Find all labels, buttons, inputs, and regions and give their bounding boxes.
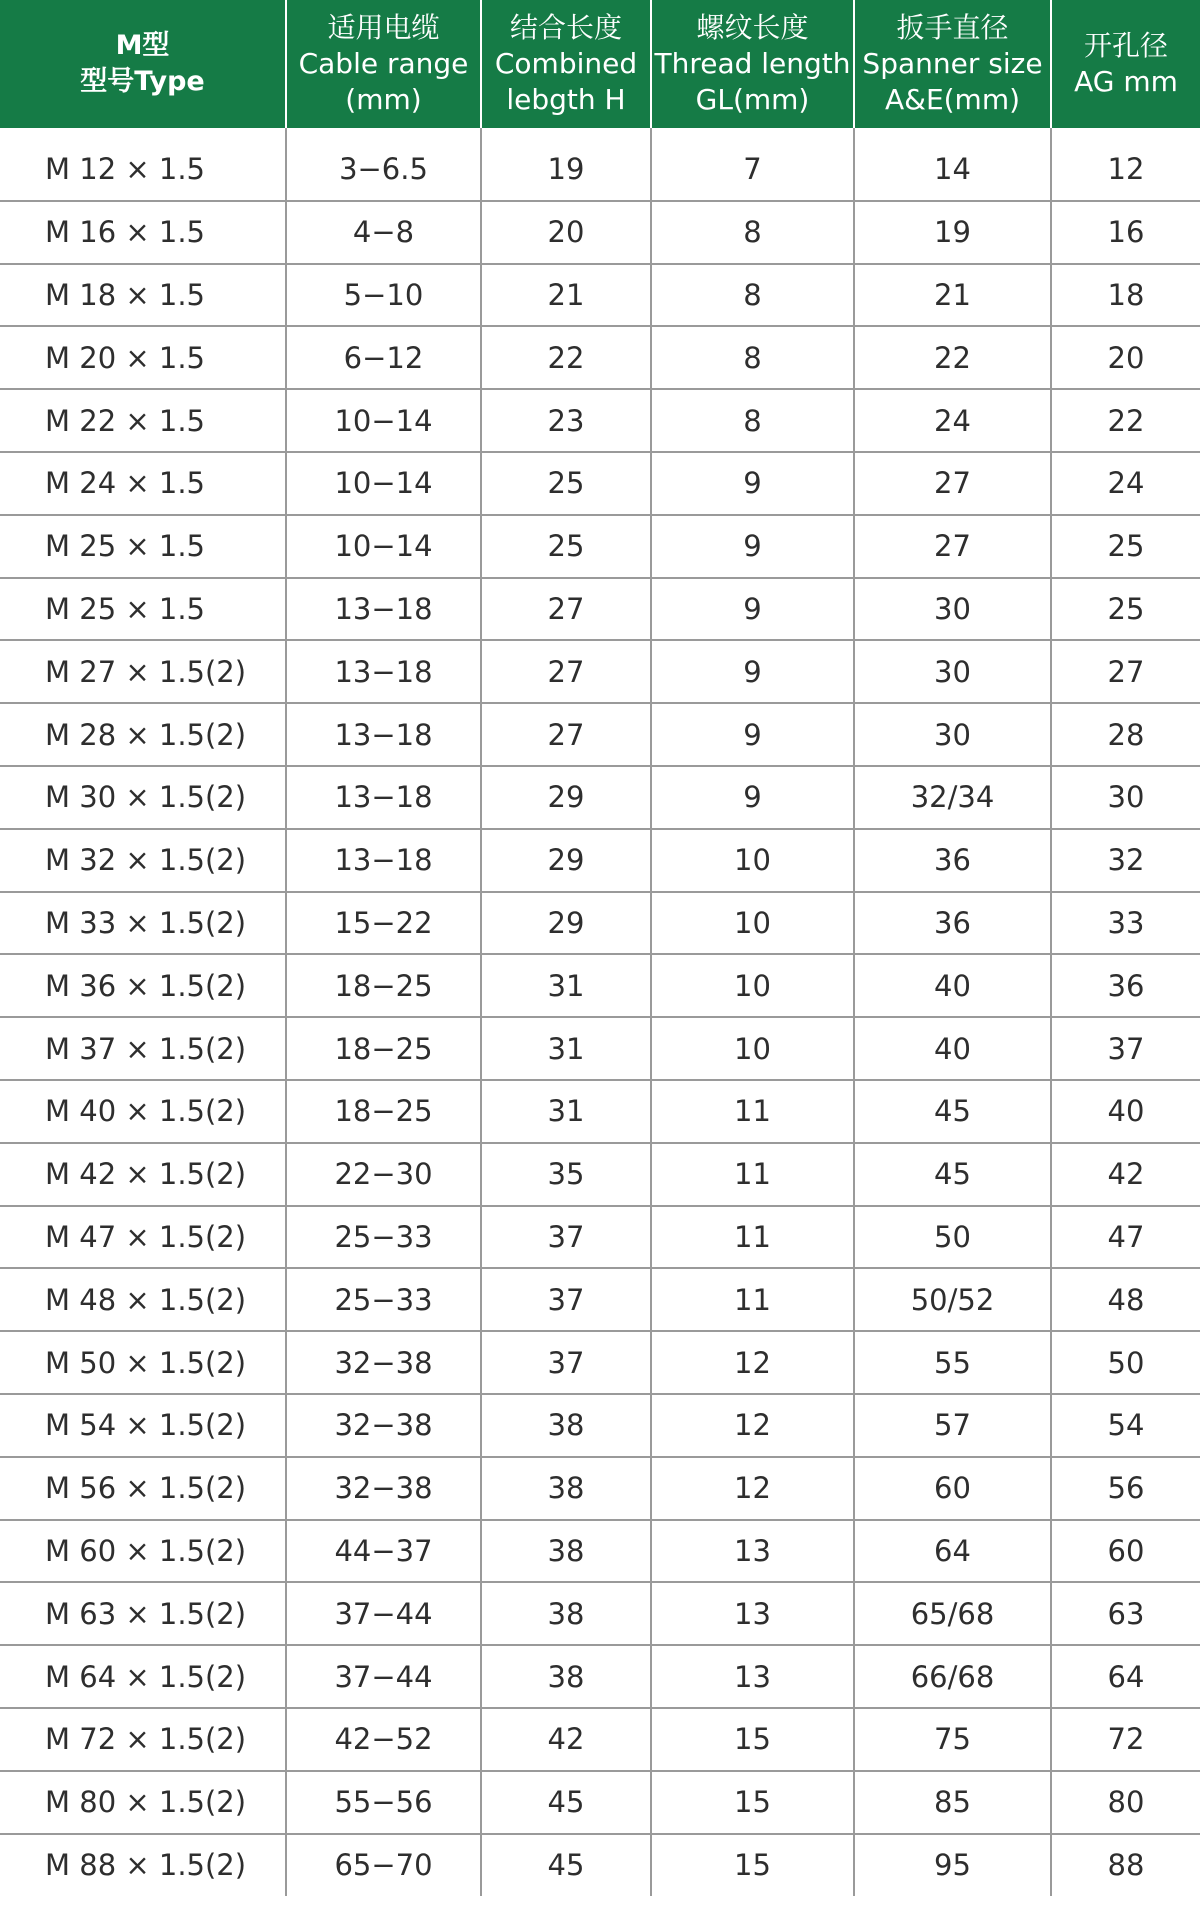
thread-length-cell: 12 [651,1457,854,1520]
table-row [0,326,1200,389]
thread-length-cell: 7 [651,138,854,201]
header-type-line-1: M型 [115,30,170,61]
type-cell: M 12 × 1.5 [0,138,286,201]
combined-length-cell: 37 [481,1268,651,1331]
header-combined-length [481,0,651,128]
table-row [0,578,1200,641]
header-spanner-size [854,0,1051,128]
header-combined-length-line-1: 结合长度 [509,11,622,44]
cable-range-cell: 18−25 [286,1017,481,1080]
table-row [0,892,1200,955]
spacer-cell [0,128,286,138]
spanner-size-cell: 36 [854,892,1051,955]
hole-diameter-cell: 16 [1051,201,1200,264]
thread-length-cell: 13 [651,1520,854,1583]
spacer-cell [481,128,651,138]
thread-length-cell: 8 [651,201,854,264]
combined-length-cell: 38 [481,1394,651,1457]
table-row [0,829,1200,892]
cable-range-cell: 32−38 [286,1331,481,1394]
table-row [0,1520,1200,1583]
spacer-cell [854,128,1051,138]
type-cell: M 30 × 1.5(2) [0,766,286,829]
header-type [0,0,286,128]
header-thread-length-line-1: 螺纹长度 [696,11,809,44]
header-spanner-size-line-3: A&E(mm) [884,83,1021,116]
cable-range-cell: 25−33 [286,1268,481,1331]
thread-length-cell: 15 [651,1834,854,1897]
hole-diameter-cell: 20 [1051,326,1200,389]
cable-range-cell: 65−70 [286,1834,481,1897]
combined-length-cell: 42 [481,1708,651,1771]
type-cell: M 18 × 1.5 [0,264,286,327]
type-cell: M 40 × 1.5(2) [0,1080,286,1143]
cable-range-cell: 18−25 [286,1080,481,1143]
hole-diameter-cell: 88 [1107,1848,1145,1883]
type-cell: M 42 × 1.5(2) [0,1143,286,1206]
type-cell: M 32 × 1.5(2) [0,829,286,892]
combined-length-cell: 38 [481,1457,651,1520]
thread-length-cell: 15 [651,1708,854,1771]
cable-range-cell: 13−18 [286,766,481,829]
cable-range-cell: 37−44 [286,1645,481,1708]
cable-range-cell: 42−52 [286,1708,481,1771]
hole-diameter-cell: 42 [1051,1143,1200,1206]
combined-length-cell: 35 [481,1143,651,1206]
type-cell: M 25 × 1.5 [0,515,286,578]
header-cable-range-line-3: (mm) [345,83,422,116]
thread-length-cell: 10 [651,1017,854,1080]
thread-length-cell: 9 [651,578,854,641]
spanner-size-cell: 75 [854,1708,1051,1771]
header-cable-range-line-2: Cable range [298,47,469,80]
table-row [0,640,1200,703]
hole-diameter-cell: 56 [1051,1457,1200,1520]
spanner-size-cell: 24 [854,389,1051,452]
type-cell: M 28 × 1.5(2) [0,703,286,766]
combined-length-cell: 25 [481,515,651,578]
combined-length-cell: 31 [481,954,651,1017]
type-cell: M 56 × 1.5(2) [0,1457,286,1520]
spacer-cell [651,128,854,138]
type-cell: M 50 × 1.5(2) [0,1331,286,1394]
spanner-size-cell: 40 [854,954,1051,1017]
cable-range-cell: 10−14 [286,389,481,452]
cable-range-cell: 32−38 [286,1457,481,1520]
combined-length-cell: 29 [481,766,651,829]
type-cell: M 27 × 1.5(2) [0,640,286,703]
table-row [0,1331,1200,1394]
table-row [0,703,1200,766]
thread-length-cell: 12 [651,1331,854,1394]
table-body [0,128,1200,1896]
header-spacer [0,128,1200,138]
spanner-size-cell: 27 [854,515,1051,578]
hole-diameter-cell: 50 [1051,1331,1200,1394]
cable-range-cell: 13−18 [286,578,481,641]
hole-diameter-cell: 47 [1051,1206,1200,1269]
spanner-size-cell: 14 [854,138,1051,201]
table-row [0,138,1200,201]
spanner-size-cell: 50/52 [854,1268,1051,1331]
header-thread-length [651,0,854,128]
thread-length-cell: 13 [651,1582,854,1645]
hole-diameter-cell: 28 [1051,703,1200,766]
header-thread-length-line-3: GL(mm) [695,83,810,116]
table-row [0,954,1200,1017]
table-row [0,1017,1200,1080]
spanner-size-cell: 30 [854,703,1051,766]
hole-diameter-cell: 18 [1051,264,1200,327]
cable-range-cell: 4−8 [286,201,481,264]
combined-length-cell: 22 [481,326,651,389]
spanner-size-cell: 66/68 [854,1645,1051,1708]
thread-length-cell: 11 [651,1143,854,1206]
hole-diameter-cell: 64 [1051,1645,1200,1708]
table-row [0,766,1200,829]
cable-range-cell: 44−37 [286,1520,481,1583]
spanner-size-cell: 36 [854,829,1051,892]
cable-range-cell: 18−25 [286,954,481,1017]
combined-length-cell: 31 [481,1080,651,1143]
hole-diameter-cell: 24 [1051,452,1200,515]
combined-length-cell: 37 [481,1206,651,1269]
spanner-size-cell: 40 [854,1017,1051,1080]
spanner-size-cell: 22 [854,326,1051,389]
thread-length-cell: 11 [651,1080,854,1143]
spanner-size-cell: 55 [854,1331,1051,1394]
type-cell: M 24 × 1.5 [0,452,286,515]
header-combined-length-line-2: Combined [494,47,638,80]
spanner-size-cell: 30 [854,640,1051,703]
combined-length-cell: 21 [481,264,651,327]
spanner-size-cell: 32/34 [854,766,1051,829]
hole-diameter-cell: 33 [1051,892,1200,955]
combined-length-cell: 19 [481,138,651,201]
type-cell: M 54 × 1.5(2) [0,1394,286,1457]
type-cell: M 36 × 1.5(2) [0,954,286,1017]
table-row [0,1834,1200,1897]
header-hole-diameter-line-2: AG mm [1074,65,1178,98]
table-row [0,1143,1200,1206]
hole-diameter-cell: 32 [1051,829,1200,892]
hole-diameter-cell: 60 [1051,1520,1200,1583]
type-cell: M 22 × 1.5 [0,389,286,452]
hole-diameter-cell: 63 [1051,1582,1200,1645]
table-row [0,1268,1200,1331]
table-row [0,1771,1200,1834]
hole-diameter-cell: 37 [1051,1017,1200,1080]
cable-range-cell: 32−38 [286,1394,481,1457]
combined-length-cell: 25 [481,452,651,515]
type-cell: M 16 × 1.5 [0,201,286,264]
header-combined-length-line-3: lebgth H [506,83,626,116]
cable-range-cell: 10−14 [286,452,481,515]
table-row [0,389,1200,452]
spanner-size-cell: 45 [854,1143,1051,1206]
thread-length-cell: 9 [651,452,854,515]
combined-length-cell: 38 [481,1645,651,1708]
cable-range-cell: 3−6.5 [286,138,481,201]
spanner-size-cell: 27 [854,452,1051,515]
combined-length-cell: 37 [481,1331,651,1394]
cable-range-cell: 5−10 [286,264,481,327]
combined-length-cell: 27 [481,640,651,703]
thread-length-cell: 9 [651,766,854,829]
table-row [0,1457,1200,1520]
hole-diameter-cell: 22 [1051,389,1200,452]
cable-range-cell: 13−18 [286,829,481,892]
combined-length-cell: 23 [481,389,651,452]
header-row [0,0,1200,128]
table-row [0,1394,1200,1457]
thread-length-cell: 11 [651,1206,854,1269]
type-cell: M 64 × 1.5(2) [0,1645,286,1708]
hole-diameter-cell: 12 [1051,138,1200,201]
header-cable-range-line-1: 适用电缆 [327,11,440,44]
type-cell: M 48 × 1.5(2) [0,1268,286,1331]
thread-length-cell: 8 [651,326,854,389]
table-row [0,1708,1200,1771]
table-row [0,201,1200,264]
table-row [0,1080,1200,1143]
cable-range-cell: 10−14 [286,515,481,578]
thread-length-cell: 10 [651,954,854,1017]
thread-length-cell: 13 [651,1645,854,1708]
table-header [0,0,1200,128]
spanner-size-cell: 50 [854,1206,1051,1269]
combined-length-cell: 38 [481,1582,651,1645]
thread-length-cell: 9 [651,703,854,766]
hole-diameter-cell: 25 [1051,578,1200,641]
spanner-size-cell: 30 [854,578,1051,641]
spanner-size-cell: 65/68 [854,1582,1051,1645]
spanner-size-cell: 21 [854,264,1051,327]
type-cell: M 63 × 1.5(2) [0,1582,286,1645]
header-type-line-2: 型号Type [80,66,205,97]
spanner-size-cell: 85 [854,1771,1051,1834]
table-row [0,515,1200,578]
cable-range-cell: 13−18 [286,640,481,703]
table-row [0,452,1200,515]
spanner-size-cell: 64 [854,1520,1051,1583]
spanner-size-cell: 45 [854,1080,1051,1143]
spacer-cell [1051,128,1200,138]
header-cable-range [286,0,481,128]
header-hole-diameter-line-1: 开孔径 [1083,29,1168,62]
combined-length-cell: 27 [481,703,651,766]
hole-diameter-cell: 54 [1051,1394,1200,1457]
thread-length-cell: 15 [651,1771,854,1834]
cable-range-cell: 6−12 [286,326,481,389]
header-spanner-size-line-1: 扳手直径 [896,11,1009,44]
table-row [0,1206,1200,1269]
type-cell: M 25 × 1.5 [0,578,286,641]
type-cell: M 60 × 1.5(2) [0,1520,286,1583]
hole-diameter-cell: 25 [1051,515,1200,578]
spanner-size-cell: 19 [854,201,1051,264]
type-cell: M 88 × 1.5(2) [0,1834,286,1897]
thread-length-cell: 9 [651,640,854,703]
spacer-cell [286,128,481,138]
combined-length-cell: 45 [481,1771,651,1834]
hole-diameter-cell: 40 [1051,1080,1200,1143]
cable-range-cell: 15−22 [286,892,481,955]
table-row [0,1582,1200,1645]
cable-range-cell: 37−44 [286,1582,481,1645]
type-cell: M 72 × 1.5(2) [0,1708,286,1771]
thread-length-cell: 8 [651,389,854,452]
hole-diameter-cell: 30 [1051,766,1200,829]
header-spanner-size-line-2: Spanner size [862,47,1043,80]
hole-diameter-cell: 27 [1051,640,1200,703]
cable-range-cell: 13−18 [286,703,481,766]
combined-length-cell: 20 [481,201,651,264]
thread-length-cell: 10 [651,892,854,955]
cable-range-cell: 25−33 [286,1206,481,1269]
hole-diameter-cell: 80 [1051,1771,1200,1834]
combined-length-cell: 31 [481,1017,651,1080]
thread-length-cell: 12 [651,1394,854,1457]
thread-length-cell: 9 [651,515,854,578]
table-row [0,1645,1200,1708]
combined-length-cell: 27 [481,578,651,641]
thread-length-cell: 8 [651,264,854,327]
header-thread-length-line-2: Thread length [654,47,851,80]
hole-diameter-cell: 48 [1051,1268,1200,1331]
combined-length-cell: 29 [481,892,651,955]
thread-length-cell: 11 [651,1268,854,1331]
type-cell: M 47 × 1.5(2) [0,1206,286,1269]
cable-range-cell: 22−30 [286,1143,481,1206]
hole-diameter-cell: 36 [1051,954,1200,1017]
type-cell: M 37 × 1.5(2) [0,1017,286,1080]
type-cell: M 20 × 1.5 [0,326,286,389]
combined-length-cell: 38 [481,1520,651,1583]
spanner-size-cell: 95 [854,1834,1051,1897]
spanner-size-cell: 57 [854,1394,1051,1457]
thread-length-cell: 10 [651,829,854,892]
spanner-size-cell: 60 [854,1457,1051,1520]
hole-diameter-cell: 72 [1051,1708,1200,1771]
combined-length-cell: 29 [481,829,651,892]
header-hole-diameter [1051,0,1200,128]
type-cell: M 80 × 1.5(2) [0,1771,286,1834]
type-cell: M 33 × 1.5(2) [0,892,286,955]
combined-length-cell: 45 [481,1834,651,1897]
cable-range-cell: 55−56 [286,1771,481,1834]
table-row [0,264,1200,327]
